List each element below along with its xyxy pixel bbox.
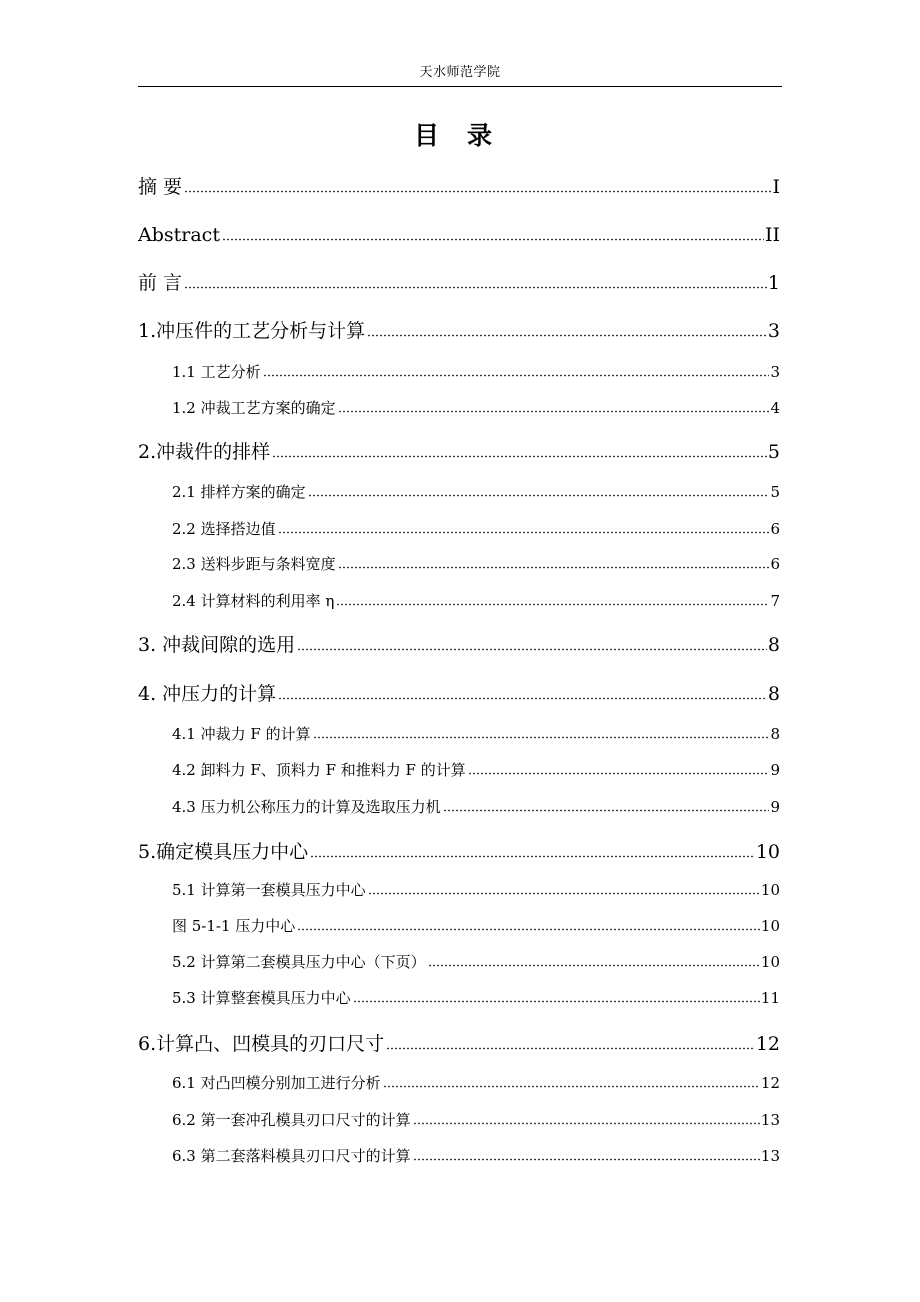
toc-entry-label: Abstract <box>138 223 220 246</box>
toc-entry-page-number: 9 <box>770 760 780 779</box>
toc-entry-page-number: 7 <box>770 591 780 610</box>
toc-entry-page-number: 3 <box>770 362 780 381</box>
toc-dot-leader <box>413 1144 760 1161</box>
toc-entry-page-number: 5 <box>767 441 780 463</box>
toc-entry-label: 图 5-1-1 压力中心 <box>172 916 296 935</box>
toc-entry-page-number: 6 <box>770 519 780 538</box>
toc-entry-label: 2.4 计算材料的利用率 η <box>172 591 335 610</box>
toc-entry-page-number: 13 <box>760 1110 780 1129</box>
toc-entry[interactable] <box>172 795 780 817</box>
toc-entry[interactable] <box>138 630 780 657</box>
toc-entry-page-number: II <box>764 223 780 246</box>
toc-entry-label: 1.1 工艺分析 <box>172 362 261 381</box>
toc-dot-leader <box>222 220 764 241</box>
toc-entry-label: 5.2 计算第二套模具压力中心（下页） <box>172 952 426 971</box>
toc-entry-label: 6.2 第一套冲孔模具刃口尺寸的计算 <box>172 1110 411 1129</box>
toc-entry-page-number: 10 <box>760 952 780 971</box>
toc-dot-leader <box>297 914 760 931</box>
toc-entry-page-number: I <box>772 176 780 198</box>
toc-entry-page-number: 9 <box>770 797 780 816</box>
toc-dot-leader <box>184 268 767 289</box>
toc-entry-label: 6.计算凸、凹模具的刃口尺寸 <box>138 1033 385 1055</box>
toc-entry-label: 6.1 对凸凹模分别加工进行分析 <box>172 1073 381 1092</box>
toc-entry-page-number: 4 <box>770 398 780 417</box>
toc-entry[interactable] <box>172 1071 780 1093</box>
toc-entry-page-number: 8 <box>767 634 780 656</box>
toc-entry[interactable] <box>172 1144 780 1166</box>
toc-entry[interactable] <box>138 437 780 464</box>
toc-entry[interactable] <box>172 360 780 382</box>
toc-dot-leader <box>353 986 760 1003</box>
toc-entry-label: 4.1 冲裁力 F 的计算 <box>172 724 311 743</box>
toc-dot-leader <box>428 950 760 967</box>
toc-entry-page-number: 6 <box>770 554 780 573</box>
toc-entry[interactable] <box>172 480 780 502</box>
toc-dot-leader <box>443 795 770 812</box>
toc-entry-label: 2.3 送料步距与条料宽度 <box>172 554 336 573</box>
toc-dot-leader <box>278 679 767 700</box>
toc-entry-label: 3. 冲裁间隙的选用 <box>138 634 296 656</box>
toc-entry[interactable] <box>172 950 780 972</box>
toc-entry[interactable] <box>172 396 780 418</box>
toc-entry[interactable] <box>138 679 780 706</box>
header-institution: 天水师范学院 <box>419 65 501 80</box>
toc-entry-label: 6.3 第二套落料模具刃口尺寸的计算 <box>172 1146 411 1165</box>
toc-entry[interactable] <box>138 220 780 246</box>
toc-entry-page-number: 10 <box>760 916 780 935</box>
toc-entry-label: 2.2 选择搭边值 <box>172 519 276 538</box>
toc-entry[interactable] <box>138 1029 780 1056</box>
toc-entry-page-number: 8 <box>767 683 780 705</box>
toc-entry-page-number: 12 <box>760 1073 780 1092</box>
toc-entry-label: 2.1 排样方案的确定 <box>172 482 306 501</box>
toc-entry-page-number: 3 <box>767 320 780 342</box>
toc-entry[interactable] <box>172 986 780 1008</box>
toc-entry-label: 4.2 卸料力 F、顶料力 F 和推料力 F 的计算 <box>172 760 466 779</box>
toc-entry-label: 1.2 冲裁工艺方案的确定 <box>172 398 336 417</box>
toc-dot-leader <box>368 878 760 895</box>
toc-entry[interactable] <box>172 589 780 611</box>
toc-dot-leader <box>338 396 770 413</box>
toc-entry-label: 5.3 计算整套模具压力中心 <box>172 988 351 1007</box>
toc-dot-leader <box>263 360 770 377</box>
toc-entry[interactable] <box>138 837 780 864</box>
toc-entry[interactable] <box>172 552 780 574</box>
toc-entry-label: 前 言 <box>138 272 183 294</box>
page-header <box>138 62 782 87</box>
toc-entry[interactable] <box>172 878 780 900</box>
toc-dot-leader <box>468 758 770 775</box>
toc-dot-leader <box>313 722 770 739</box>
toc-dot-leader <box>308 480 770 497</box>
toc-entry-label: 1.冲压件的工艺分析与计算 <box>138 320 366 342</box>
toc-dot-leader <box>386 1029 755 1050</box>
toc-entry-page-number: 11 <box>760 988 780 1007</box>
toc-entry[interactable] <box>172 1108 780 1130</box>
toc-entry-page-number: 13 <box>760 1146 780 1165</box>
toc-dot-leader <box>336 589 769 606</box>
toc-dot-leader <box>297 630 767 651</box>
toc-entry-label: 摘 要 <box>138 176 183 198</box>
toc-dot-leader <box>184 172 771 193</box>
toc-entry[interactable] <box>172 722 780 744</box>
toc-entry-label: 4. 冲压力的计算 <box>138 683 277 705</box>
toc-entry[interactable] <box>172 914 780 936</box>
toc-entry[interactable] <box>172 758 780 780</box>
toc-entry[interactable] <box>138 268 780 295</box>
toc-dot-leader <box>383 1071 760 1088</box>
toc-entry-page-number: 8 <box>770 724 780 743</box>
toc-entry-page-number: 1 <box>767 272 780 294</box>
toc-entry-label: 5.1 计算第一套模具压力中心 <box>172 880 366 899</box>
toc-entry-page-number: 5 <box>770 482 780 501</box>
toc-dot-leader <box>338 552 770 569</box>
toc-entry[interactable] <box>138 316 780 343</box>
toc-entry[interactable] <box>172 517 780 539</box>
toc-dot-leader <box>278 517 770 534</box>
toc-entry-label: 5.确定模具压力中心 <box>138 841 309 863</box>
toc-entry-label: 2.冲裁件的排样 <box>138 441 271 463</box>
toc-dot-leader <box>310 837 755 858</box>
toc-entry[interactable] <box>138 172 780 199</box>
toc-entry-label: 4.3 压力机公称压力的计算及选取压力机 <box>172 797 441 816</box>
toc-entry-page-number: 12 <box>755 1033 780 1055</box>
page-title: 目录 <box>413 121 520 150</box>
toc-dot-leader <box>413 1108 760 1125</box>
toc-entry-page-number: 10 <box>755 841 780 863</box>
toc-dot-leader <box>272 437 767 458</box>
toc-entry-page-number: 10 <box>760 880 780 899</box>
toc-dot-leader <box>367 316 767 337</box>
